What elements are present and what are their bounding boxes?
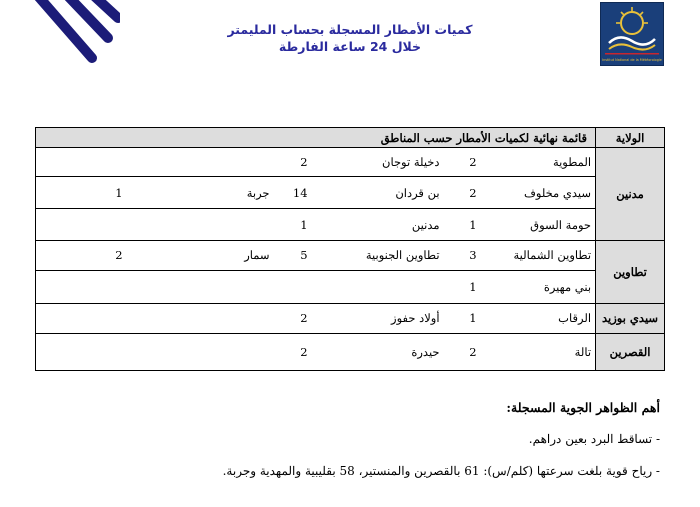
rain-value: 2 — [444, 177, 483, 209]
table-header — [36, 128, 665, 148]
rain-value: 1 — [444, 209, 483, 241]
col-list-header: قائمة نهائية لكميات الأمطار حسب المناطق — [36, 128, 596, 148]
station-name: سيدي مخلوف — [483, 177, 596, 209]
station-name: أولاد حفوز — [314, 303, 444, 333]
table-row — [36, 333, 665, 370]
governorate-name: القصرين — [596, 333, 665, 370]
phenomenon-item: - تساقط البرد بعين دراهم. — [528, 432, 660, 446]
station-name: تالة — [483, 333, 596, 370]
rain-value: 2 — [274, 303, 314, 333]
rain-value: 2 — [444, 333, 483, 370]
rain-value: 1 — [444, 303, 483, 333]
decorative-stripes — [30, 0, 120, 68]
table-row — [36, 270, 665, 303]
station-name: تطاوين الشمالية — [483, 241, 596, 270]
rainfall-table — [35, 127, 665, 371]
station-name — [129, 209, 274, 241]
rain-value — [36, 209, 129, 241]
station-name: تطاوين الجنوبية — [314, 241, 444, 270]
phenomenon-item: - رياح قوية بلغت سرعتها (كلم/س): 61 بالقصرين والمنستير، 58 بقليبية والمهدية وجربة. — [222, 464, 660, 478]
station-name: حومة السوق — [483, 209, 596, 241]
table-row — [36, 241, 665, 270]
rain-value: 1 — [274, 209, 314, 241]
institute-logo — [600, 2, 664, 66]
governorate-name: تطاوين — [596, 241, 665, 303]
rain-value: 2 — [274, 148, 314, 177]
rain-value — [36, 333, 129, 370]
rain-value: 2 — [36, 241, 129, 270]
rain-value — [274, 270, 314, 303]
station-name: سمار — [129, 241, 274, 270]
rain-value: 1 — [444, 270, 483, 303]
table-row — [36, 148, 665, 177]
station-name: بني مهيرة — [483, 270, 596, 303]
col-governorate-header: الولاية — [596, 128, 665, 148]
station-name — [129, 303, 274, 333]
rain-value: 2 — [444, 148, 483, 177]
table-row — [36, 209, 665, 241]
table-row — [36, 177, 665, 209]
station-name: الرقاب — [483, 303, 596, 333]
rain-value: 3 — [444, 241, 483, 270]
governorate-name: سيدي بوزيد — [596, 303, 665, 333]
rain-value — [36, 148, 129, 177]
logo-caption: Institut National de la Météorologie — [602, 58, 662, 62]
station-name — [129, 148, 274, 177]
rain-value — [36, 270, 129, 303]
governorate-name: مدنين — [596, 148, 665, 241]
rain-value — [36, 303, 129, 333]
table-row — [36, 303, 665, 333]
phenomena-heading: أهم الظواهر الجوية المسجلة: — [506, 400, 660, 415]
station-name — [129, 270, 274, 303]
page-title: كميات الأمطار المسجلة بحساب المليمتر — [227, 22, 473, 37]
station-name: دخيلة توجان — [314, 148, 444, 177]
station-name: حيدرة — [314, 333, 444, 370]
station-name — [314, 270, 444, 303]
rain-value: 1 — [36, 177, 129, 209]
rain-value: 14 — [274, 177, 314, 209]
rain-value: 2 — [274, 333, 314, 370]
station-name: جربة — [129, 177, 274, 209]
rain-value: 5 — [274, 241, 314, 270]
station-name: بن قردان — [314, 177, 444, 209]
station-name: المطوية — [483, 148, 596, 177]
station-name — [129, 333, 274, 370]
page-subtitle: خلال 24 ساعة الفارطة — [278, 39, 422, 54]
station-name: مدنين — [314, 209, 444, 241]
